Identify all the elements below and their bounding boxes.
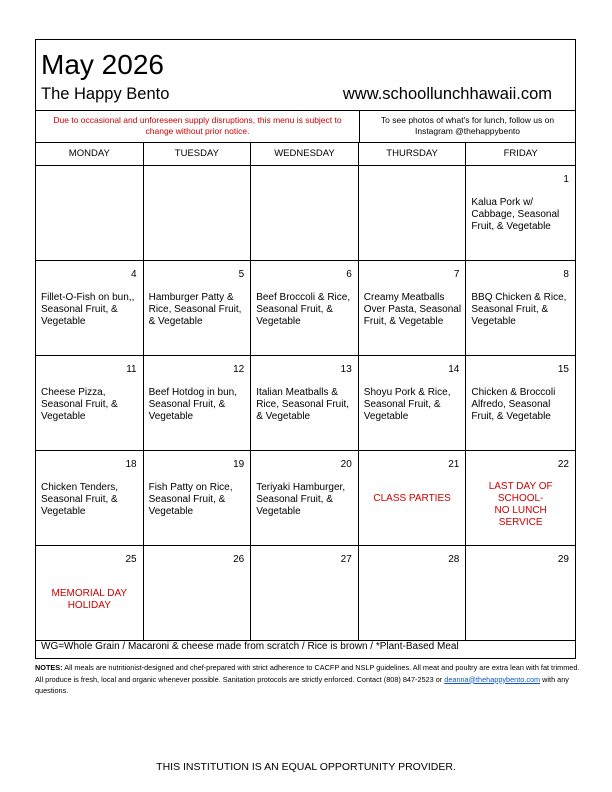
notes-text: All meals are nutritionist-designed and chef-prepared with strict adherence to CACFP and NSLP guidelines. All meat and poultry are extra lean with fat trimmed. All produce is fresh, local and organic whenever possible. Sanitation protocols are strictly enforced. Contact (808) 847-2523 or	[35, 663, 580, 684]
meal-description: Kalua Pork w/ Cabbage, Seasonal Fruit, & Vegetable	[471, 197, 560, 232]
day-number: 28	[448, 554, 460, 565]
notice-row	[36, 110, 575, 143]
meal-legend: WG=Whole Grain / Macaroni & cheese made from scratch / Rice is brown / *Plant-Based Meal	[41, 641, 459, 652]
weekday-header-row	[36, 143, 575, 166]
day-cell	[36, 356, 144, 450]
day-cell	[359, 166, 467, 260]
meal-description: Cheese Pizza, Seasonal Fruit, & Vegetable	[41, 387, 118, 422]
calendar-week	[36, 356, 575, 451]
day-number: 21	[448, 459, 460, 470]
calendar-header	[36, 40, 575, 110]
day-cell	[144, 356, 252, 450]
day-cell	[251, 261, 359, 355]
day-cell	[466, 261, 575, 355]
meal-description: Hamburger Patty & Rice, Seasonal Fruit, & Vegetable	[148, 292, 242, 327]
day-number: 6	[346, 269, 352, 280]
event-last-day-of-school: LAST DAY OF SCHOOL- NO LUNCH SERVICE	[488, 481, 553, 528]
day-cell	[144, 451, 252, 545]
day-number: 26	[233, 554, 245, 565]
day-cell	[466, 356, 575, 450]
day-number: 20	[340, 459, 352, 470]
calendar-week	[36, 261, 575, 356]
weekday-wednesday: WEDNESDAY	[251, 143, 359, 165]
day-number: 27	[340, 554, 352, 565]
equal-opportunity-statement: THIS INSTITUTION IS AN EQUAL OPPORTUNITY PROVIDER.	[156, 761, 456, 773]
day-number: 5	[238, 269, 245, 280]
weekday-monday: MONDAY	[36, 143, 144, 165]
meal-description: Chicken & Broccoli Alfredo, Seasonal Fruit, & Vegetable	[471, 387, 556, 422]
day-number: 15	[557, 364, 569, 375]
day-number: 18	[125, 459, 137, 470]
day-number: 14	[448, 364, 460, 375]
calendar-week	[36, 546, 575, 641]
notes-section	[35, 662, 580, 697]
day-cell	[251, 356, 359, 450]
meal-description: Beef Hotdog in bun, Seasonal Fruit, & Vegetable	[148, 387, 237, 422]
weekday-tuesday: TUESDAY	[144, 143, 252, 165]
brand-name: The Happy Bento	[41, 85, 170, 103]
weekday-friday: FRIDAY	[503, 148, 538, 159]
calendar-grid	[36, 166, 575, 641]
meal-description: BBQ Chicken & Rice, Seasonal Fruit, & Vegetable	[471, 292, 567, 327]
day-cell	[36, 451, 144, 545]
meal-description: Chicken Tenders, Seasonal Fruit, & Vegetable	[41, 482, 119, 517]
day-number: 19	[233, 459, 245, 470]
day-cell	[36, 546, 144, 640]
day-cell	[466, 451, 575, 545]
day-number: 8	[563, 269, 569, 280]
day-number: 22	[557, 459, 569, 470]
day-number: 7	[453, 269, 460, 280]
day-number: 12	[233, 364, 245, 375]
day-cell	[359, 356, 467, 450]
day-number: 1	[563, 174, 569, 185]
day-number: 29	[557, 554, 569, 565]
event-class-parties: CLASS PARTIES	[373, 493, 451, 504]
contact-email-link[interactable]: deanna@thehappybento.com	[444, 674, 541, 684]
meal-description: Teriyaki Hamburger, Seasonal Fruit, & Vegetable	[256, 482, 346, 517]
weekday-thursday: THURSDAY	[359, 143, 467, 165]
notes-label: NOTES:	[35, 663, 63, 672]
day-number: 25	[125, 554, 137, 565]
day-cell	[466, 166, 575, 260]
meal-description: Italian Meatballs & Rice, Seasonal Fruit, & Vegetable	[256, 387, 350, 422]
website-url: www.schoollunchhawaii.com	[342, 85, 552, 103]
meal-description: Creamy Meatballs Over Pasta, Seasonal Fruit, & Vegetable	[363, 292, 462, 327]
meal-description: Fillet-O-Fish on bun,, Seasonal Fruit, & Vegetable	[41, 292, 135, 327]
instagram-notice: To see photos of what's for lunch, follow us on Instagram @thehappybento	[380, 115, 555, 136]
supply-disclaimer: Due to occasional and unforeseen supply disruptions, this menu is subject to change without prior notice.	[36, 111, 360, 142]
event-memorial-day: MEMORIAL DAY HOLIDAY	[51, 588, 128, 611]
day-cell	[359, 546, 467, 640]
day-cell	[251, 546, 359, 640]
month-title: May 2026	[41, 49, 164, 80]
calendar-week	[36, 451, 575, 546]
day-number: 11	[126, 364, 137, 375]
meal-description: Fish Patty on Rice, Seasonal Fruit, & Vegetable	[148, 482, 233, 517]
day-cell	[359, 261, 467, 355]
day-cell	[36, 261, 144, 355]
notes-suffix: with any questions.	[35, 674, 569, 695]
day-number: 13	[340, 364, 352, 375]
day-cell	[251, 166, 359, 260]
day-cell	[359, 451, 467, 545]
menu-calendar	[35, 39, 576, 659]
calendar-week	[36, 166, 575, 261]
day-cell	[144, 261, 252, 355]
day-cell	[144, 546, 252, 640]
day-cell	[36, 166, 144, 260]
meal-description: Beef Broccoli & Rice, Seasonal Fruit, & Vegetable	[256, 292, 351, 327]
day-cell	[144, 166, 252, 260]
meal-description: Shoyu Pork & Rice, Seasonal Fruit, & Vegetable	[363, 387, 451, 422]
day-number: 4	[131, 269, 137, 280]
day-cell	[251, 451, 359, 545]
day-cell	[466, 546, 575, 640]
